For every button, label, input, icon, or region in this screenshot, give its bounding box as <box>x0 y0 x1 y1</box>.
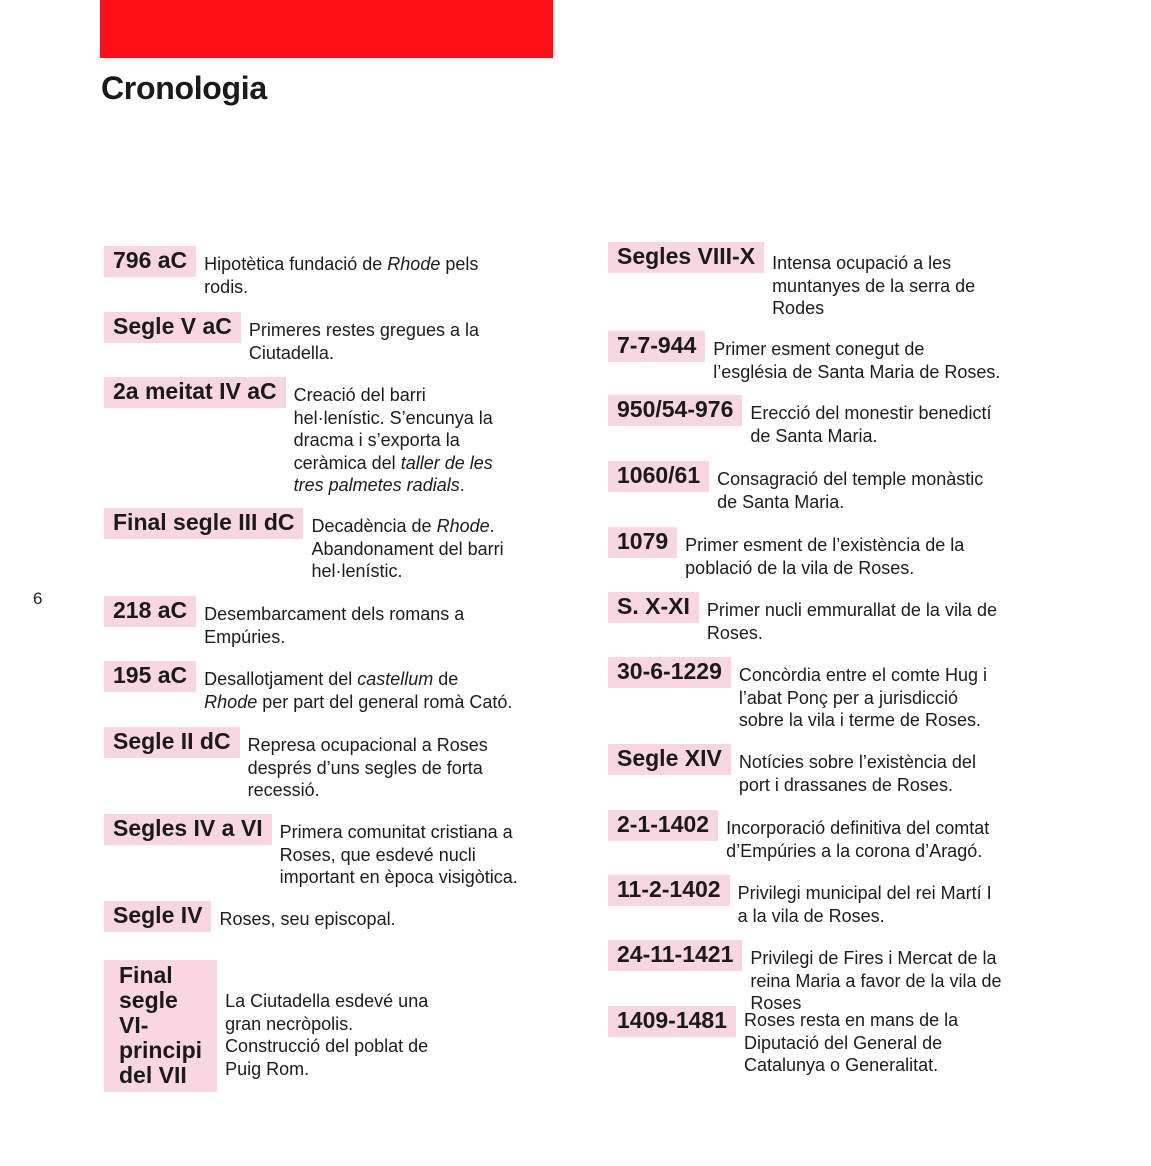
timeline-entry <box>608 592 997 644</box>
timeline-description: Represa ocupacional a Roses després d’uns segles de forta recessió. <box>247 735 488 800</box>
timeline-description: Roses resta en mans de la Diputació del General de Catalunya o Generalitat. <box>744 1010 959 1075</box>
timeline-entry <box>608 527 964 579</box>
timeline-date: Segle V aC <box>104 312 241 343</box>
timeline-description: Desembarcament dels romans a Empúries. <box>204 604 465 647</box>
timeline-date: 1060/61 <box>608 461 709 492</box>
timeline-description: Primer nucli emmurallat de la vila de Roses. <box>706 600 997 643</box>
timeline-date: 2-1-1402 <box>608 810 718 841</box>
timeline-entry <box>608 810 989 862</box>
timeline-date: 30-6-1229 <box>608 657 731 688</box>
timeline-description: Privilegi de Fires i Mercat de la reina Maria a favor de la vila de Roses <box>750 948 1002 1013</box>
timeline-entry <box>104 312 479 364</box>
timeline-entry <box>104 661 512 713</box>
timeline-date: Final segle VI- principi del VII <box>104 960 217 1092</box>
timeline-date: 218 aC <box>104 596 196 627</box>
timeline-description: Privilegi municipal del rei Martí I a la vila de Roses. <box>737 883 992 926</box>
timeline-entry <box>608 875 992 927</box>
timeline-description: Notícies sobre l’existència del port i drassanes de Roses. <box>738 752 976 795</box>
timeline-description: Primeres restes gregues a la Ciutadella. <box>248 320 479 363</box>
timeline-entry <box>104 377 493 497</box>
timeline-entry <box>104 960 428 1092</box>
timeline-date: Final segle III dC <box>104 508 303 539</box>
timeline-date: 1079 <box>608 527 677 558</box>
timeline-description: Intensa ocupació a les muntanyes de la serra de Rodes <box>772 253 976 318</box>
timeline-entry <box>104 901 396 932</box>
timeline-date: 7-7-944 <box>608 331 705 362</box>
header-red-bar <box>100 0 553 58</box>
timeline-entry <box>608 461 983 513</box>
timeline-description: Decadència de Rhode. Abandonament del barri hel·lenístic. <box>311 516 504 581</box>
timeline-description: La Ciutadella esdevé una gran necròpolis. Construcció del poblat de Puig Rom. <box>225 991 429 1079</box>
timeline-date: 24-11-1421 <box>608 940 742 971</box>
timeline-description: Creació del barri hel·lenístic. S’encunya la dracma i s’exporta la ceràmica del taller de les tres palmetes radials. <box>293 385 493 495</box>
timeline-description: Desallotjament del castellum de Rhode per part del general romà Cató. <box>204 669 513 712</box>
timeline-entry <box>608 940 1002 1015</box>
timeline-date: Segle II dC <box>104 727 240 758</box>
timeline-entry <box>608 242 975 320</box>
timeline-description: Hipotètica fundació de Rhode pels rodis. <box>204 254 479 297</box>
timeline-date: 796 aC <box>104 246 196 277</box>
timeline-entry <box>608 331 1000 383</box>
timeline-date: Segles IV a VI <box>104 814 272 845</box>
timeline-date: Segle XIV <box>608 744 731 775</box>
timeline-entry <box>608 744 976 796</box>
timeline-date: Segle IV <box>104 901 211 932</box>
page-number: 6 <box>33 589 43 608</box>
timeline-entry <box>104 596 464 648</box>
timeline-date: 950/54-976 <box>608 395 742 426</box>
timeline-description: Consagració del temple monàstic de Santa Maria. <box>717 469 984 512</box>
timeline-entry <box>104 508 504 583</box>
timeline-description: Roses, seu episcopal. <box>219 909 396 929</box>
timeline-description: Primera comunitat cristiana a Roses, que esdevé nucli important en època visigòtica. <box>279 822 518 887</box>
timeline-description: Concòrdia entre el comte Hug i l’abat Ponç per a jurisdicció sobre la vila i terme de Roses. <box>738 665 987 730</box>
timeline-date: Segles VIII-X <box>608 242 764 273</box>
timeline-entry <box>104 727 488 802</box>
timeline-entry <box>104 814 518 889</box>
timeline-date: 1409-1481 <box>608 1006 736 1037</box>
timeline-date: 2a meitat IV aC <box>104 377 286 408</box>
timeline-description: Erecció del monestir benedictí de Santa Maria. <box>750 403 992 446</box>
timeline-description: Primer esment conegut de l’església de Santa Maria de Roses. <box>713 339 1001 382</box>
timeline-date: S. X-XI <box>608 592 699 623</box>
timeline-date: 11-2-1402 <box>608 875 730 906</box>
timeline-description: Incorporació definitiva del comtat d’Empúries a la corona d’Aragó. <box>726 818 990 861</box>
timeline-description: Primer esment de l’existència de la població de la vila de Roses. <box>685 535 965 578</box>
timeline-entry <box>608 1006 958 1077</box>
page-title: Cronologia <box>101 70 267 106</box>
timeline-entry <box>608 395 992 447</box>
timeline-entry <box>608 657 987 732</box>
timeline-entry <box>104 246 478 298</box>
timeline-date: 195 aC <box>104 661 196 692</box>
